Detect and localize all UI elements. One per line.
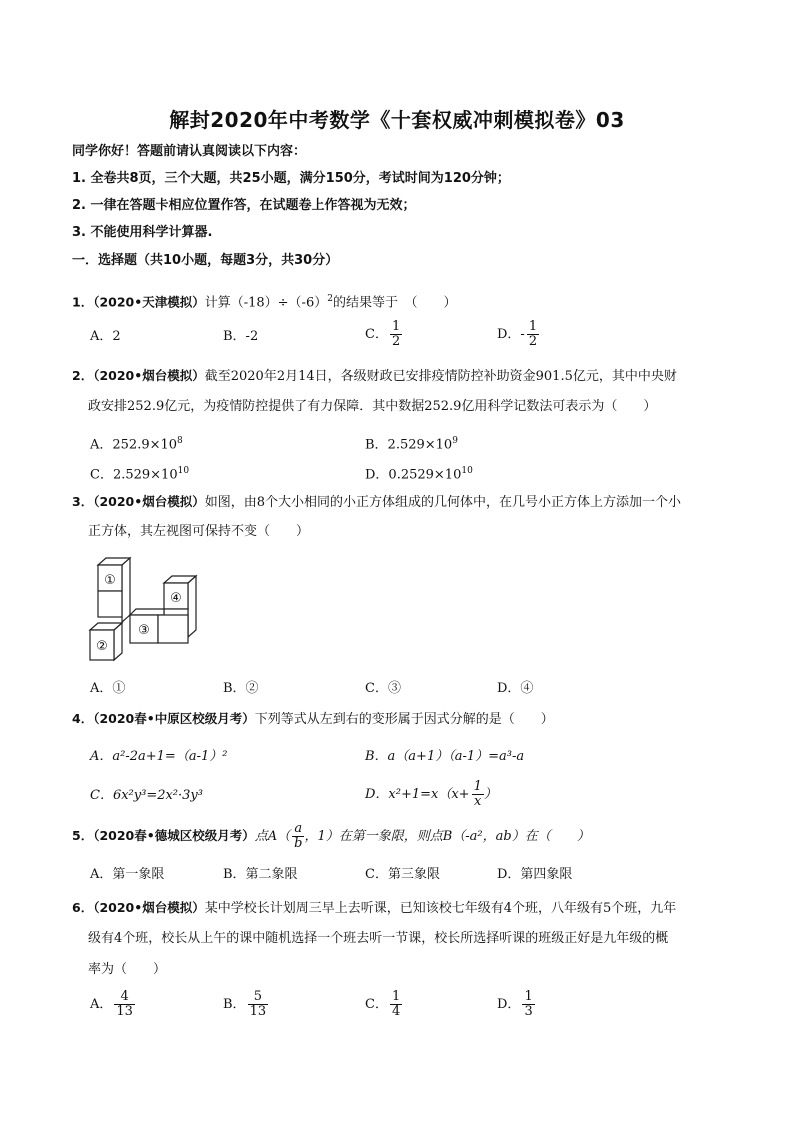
question-number: 6．: [72, 900, 94, 915]
option-text: A．252.9×10: [90, 437, 178, 453]
option-text: D．0.2529×10: [365, 467, 462, 483]
page-title: 解封2020年中考数学《十套权威冲刺模拟卷》03: [169, 108, 625, 132]
question-6: [72, 899, 676, 918]
question-text: 点A（: [254, 829, 291, 844]
q4-option-b[interactable]: B．a（a+1）（a-1）=a³-a: [365, 749, 525, 764]
question-text: 某中学校长计划周三早上去听课，已知该校七年级有4个班，八年级有5个班，九年: [204, 901, 677, 916]
q1-option-a[interactable]: A．2: [90, 329, 121, 344]
q6-option-d[interactable]: [497, 990, 535, 1019]
question-source: （2020•天津模拟）: [93, 294, 205, 310]
cube-figure: [88, 555, 218, 665]
numerator: a: [292, 822, 304, 837]
question-3: [72, 493, 681, 512]
cube-side-face: [114, 623, 122, 660]
fraction: [114, 990, 135, 1019]
question-4: [72, 710, 554, 729]
question-text: 截至2020年2月14日，各级财政已安排疫情防控补助资金901.5亿元，其中中央财: [204, 369, 677, 384]
cube-label-2: ②: [96, 639, 108, 654]
denominator: b: [294, 836, 303, 851]
section-heading: 一．选择题（共10小题，每题3分，共30分）: [72, 253, 339, 268]
numerator: 1: [528, 319, 538, 334]
numerator: 5: [248, 990, 269, 1005]
q3-option-b[interactable]: B．②: [223, 681, 259, 696]
q1-option-b[interactable]: B．-2: [223, 329, 259, 344]
q4-option-c[interactable]: C．6x²y³=2x²·3y³: [90, 788, 203, 803]
question-text: 如图，由8个大小相同的小正方体组成的几何体中，在几号小正方体上方添加一个小: [204, 495, 682, 510]
fraction: [292, 822, 304, 851]
cube-side-face: [122, 558, 130, 622]
denominator: 13: [116, 1004, 133, 1019]
question-source: （2020•烟台模拟）: [93, 494, 205, 509]
numerator: 1: [524, 989, 533, 1004]
question-2: [72, 367, 677, 386]
cube-top-face: [130, 609, 164, 615]
question-number: 1．: [72, 294, 94, 310]
option-label: A．: [90, 997, 113, 1012]
option-label: C．: [365, 327, 388, 342]
denominator: x: [474, 794, 482, 809]
denominator: 4: [391, 1004, 401, 1019]
fraction: [390, 320, 402, 349]
option-label: C．: [365, 997, 388, 1012]
q3-option-a[interactable]: A．①: [90, 681, 126, 696]
question-number: 4．: [72, 711, 94, 726]
intro-greeting: 同学你好！答题前请认真阅读以下内容：: [72, 144, 307, 159]
question-text: 下列等式从左到右的变形属于因式分解的是（ ）: [254, 712, 554, 727]
option-text: B．2.529×10: [365, 437, 453, 453]
q6-option-b[interactable]: [223, 990, 268, 1019]
question-1: [72, 290, 456, 312]
denominator: 13: [249, 1004, 267, 1019]
question-6-cont-2: 率为（ ）: [88, 962, 167, 977]
question-source: （2020•烟台模拟）: [93, 900, 205, 915]
q5-option-b[interactable]: B．第二象限: [223, 867, 298, 882]
q6-option-a[interactable]: [90, 990, 135, 1019]
option-text: D．x²+1=x（x+: [365, 787, 470, 802]
q6-option-c[interactable]: [365, 990, 402, 1019]
question-source: （2020•烟台模拟）: [93, 368, 205, 383]
q3-option-d[interactable]: D．④: [497, 681, 534, 696]
question-source: （2020春•德城区校级月考）: [93, 828, 255, 843]
superscript: 10: [177, 466, 190, 476]
question-source: （2020春•中原区校级月考）: [93, 711, 255, 726]
q2-option-b[interactable]: [365, 432, 458, 454]
cube-label-3: ③: [138, 623, 150, 638]
cube-label-4: ④: [170, 591, 182, 606]
option-label: B．: [223, 997, 246, 1012]
q5-option-a[interactable]: A．第一象限: [90, 867, 165, 882]
question-3-cont: 正方体，其左视图可保持不变（ ）: [88, 524, 310, 539]
fraction: [390, 990, 402, 1019]
intro-rule-2: 2. 一律在答题卡相应位置作答，在试题卷上作答视为无效；: [72, 198, 416, 213]
question-text: 计算（-18）÷（-6）: [204, 295, 328, 311]
superscript: 10: [461, 466, 473, 476]
fraction: [522, 990, 534, 1019]
q2-option-d[interactable]: [365, 462, 473, 484]
q3-option-c[interactable]: C．③: [365, 681, 401, 696]
superscript: 9: [452, 436, 458, 446]
cube-face: [98, 591, 122, 617]
question-text-tail: ，1）在第一象限，则点B（-a²，ab）在（ ）: [304, 829, 590, 844]
cube-face: [158, 615, 188, 643]
question-number: 2．: [72, 368, 94, 383]
fraction: [527, 320, 539, 349]
question-6-cont: 级有4个班，校长从上午的课中随机选择一个班去听一节课，校长所选择听课的班级正好是九年级的概: [88, 931, 669, 946]
cube-side-face: [188, 576, 196, 637]
q2-option-c[interactable]: [90, 462, 189, 484]
question-number: 5．: [72, 828, 94, 843]
option-text-tail: ）: [483, 787, 497, 802]
denominator: 2: [391, 334, 401, 349]
fraction: [248, 990, 269, 1019]
denominator: 2: [528, 334, 538, 349]
superscript: 8: [177, 436, 183, 446]
question-2-cont: 政安排252.9亿元，为疫情防控提供了有力保障．其中数据252.9亿用科学记数法可表示为（ ）: [88, 399, 657, 414]
q4-option-d[interactable]: [365, 780, 497, 809]
question-5: [72, 822, 590, 851]
option-text: C．2.529×10: [90, 467, 178, 483]
superscript: 2: [327, 294, 333, 304]
numerator: 1: [391, 319, 401, 334]
q1-option-d[interactable]: [497, 320, 539, 349]
q2-option-a[interactable]: [90, 432, 183, 454]
option-label: D．: [497, 997, 521, 1012]
cube-label-1: ①: [104, 573, 116, 588]
intro-rule-1: 1. 全卷共8页，三个大题，共25小题，满分150分，考试时间为120分钟；: [72, 171, 510, 186]
q5-option-d[interactable]: D．第四象限: [497, 867, 573, 882]
numerator: 1: [391, 989, 401, 1004]
numerator: 1: [473, 779, 482, 794]
intro-rule-3: 3. 不能使用科学计算器.: [72, 225, 213, 240]
option-label: D．-: [497, 327, 525, 342]
q4-option-a[interactable]: A．a²-2a+1=（a-1）²: [90, 749, 228, 764]
denominator: 3: [524, 1004, 533, 1019]
q5-option-c[interactable]: C．第三象限: [365, 867, 440, 882]
question-number: 3．: [72, 494, 94, 509]
numerator: 4: [114, 990, 135, 1005]
fraction: [472, 780, 484, 809]
q1-option-c[interactable]: [365, 320, 402, 349]
question-text-tail: 的结果等于 （ ）: [332, 295, 457, 311]
